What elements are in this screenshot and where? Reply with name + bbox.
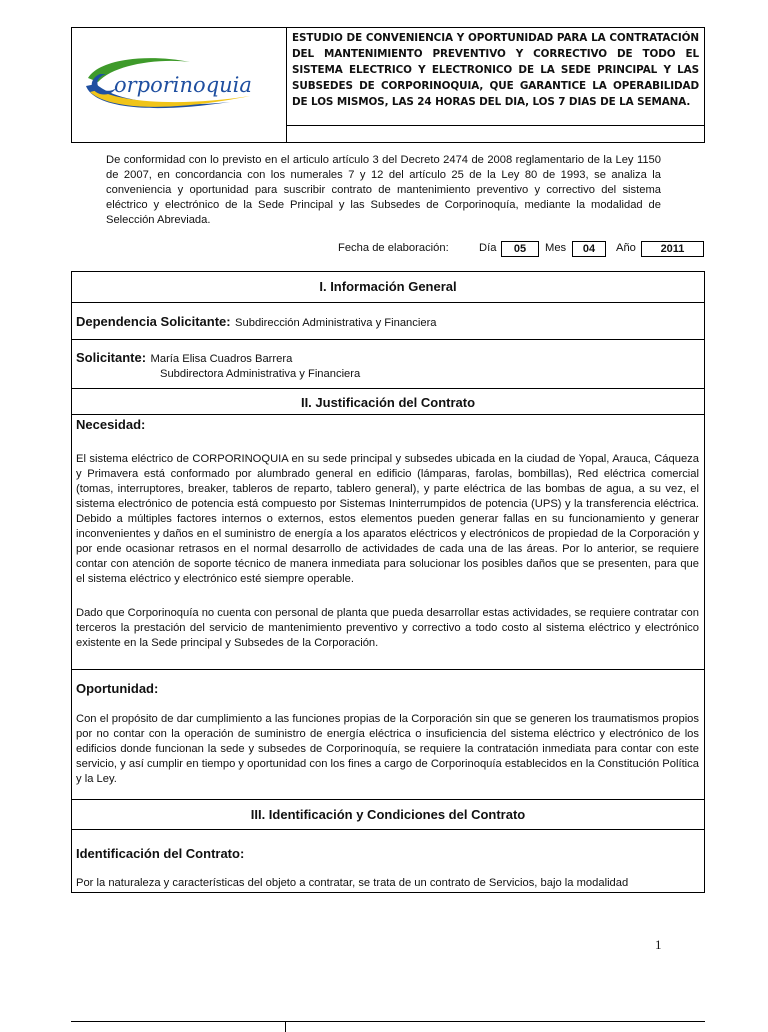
identificacion-cell — [72, 829, 704, 892]
identificacion-label: Identificación del Contrato: — [76, 846, 245, 861]
dependencia-value: Subdirección Administrativa y Financiera — [235, 317, 437, 329]
oportunidad-paragraph: Con el propósito de dar cumplimiento a las funciones propias de la Corporación sin que se generen los traumatismos propios por no contar con la operación de suministro de energía eléctrica o insuficiencia del sistema eléctrico y electrónico de los edificios donde funcionan la sede y subsedes de Corporinoquía, se requiere la contratación inmediata para contar con este servicio, y así cumplir en tiempo y oportunidad con los fines a cargo de Corporinoquía establecidos en la Constitución Política y la Ley. — [76, 713, 699, 785]
document-header-table — [71, 27, 705, 143]
header-empty-cell — [287, 125, 704, 143]
document-title: ESTUDIO DE CONVENIENCIA Y OPORTUNIDAD PARA LA CONTRATACIÓN DEL MANTENIMIENTO PREVENTIVO Y CORRECTIVO DE TODO EL SISTEMA ELECTRICO Y ELECTRONICO DE LA SEDE PRINCIPAL Y LAS SUBSEDES DE CORPORINOQUIA, QUE GARANTICE LA OPERABILIDAD DE LOS MISMOS, LAS 24 HORAS DEL DIA, LOS 7 DIAS DE LA SEMANA. — [292, 32, 699, 108]
mes-label: Mes — [545, 242, 567, 254]
logo-cell — [72, 28, 287, 142]
dia-value: 05 — [501, 241, 539, 257]
solicitante-role: Subdirectora Administrativa y Financiera — [160, 368, 361, 380]
dependencia-label: Dependencia Solicitante: — [76, 314, 231, 329]
identificacion-paragraph: Por la naturaleza y características del objeto a contratar, se trata de un contrato de Servicios, bajo la modalidad — [76, 877, 629, 889]
section-informacion-general: I. Información General — [319, 279, 457, 294]
anio-value: 2011 — [641, 241, 704, 257]
necesidad-paragraph-2: Dado que Corporinoquía no cuenta con personal de planta que pueda desarrollar estas actividades, se requiere contratar con terceros la prestación del servicio de mantenimiento preventivo y correctivo a todo costo al sistema eléctrico y electrónico existente en la Sede principal y Subsedes de la Corporación. — [76, 607, 699, 649]
oportunidad-cell — [72, 669, 704, 799]
content-table — [71, 271, 705, 893]
dependencia-row — [72, 302, 704, 339]
page-number: 1 — [655, 937, 662, 952]
solicitante-row — [72, 339, 704, 388]
anio-label: Año — [616, 242, 636, 254]
necesidad-paragraph-1: El sistema eléctrico de CORPORINOQUIA en su sede principal y subsedes ubicada en la ciudad de Yopal, Arauca, Cáqueza y Primavera está conformado por alumbrado general en edificio (lámparas, farolas, bombillas), Red eléctrica comercial (tomas, interruptores, breaker, tableros de reparto, tablero general), y parte eléctrica de las bombas de agua, a su vez, el sistema electrónico de potencia está compuesto por Sistemas Ininterrumpidos de potencia (UPS) y la transferencia eléctrica. Debido a múltiples factores internos o externos, estos elementos pueden generar fallas en su funcionamiento y generar inconvenientes y daños en el suministro de energía a los aparatos eléctricos y electrónicos de propiedad de la Corporación y por ende ocasionar retrasos en el normal desarrollo de actividades de cada una de las áreas. Por lo anterior, se requiere contar con atención de soporte técnico de manera inmediata para solucionar los posibles daños que se presenten, para que el sistema eléctrico y electrónico esté siempre operable. — [76, 453, 699, 585]
next-page-header-edge — [71, 1021, 705, 1032]
corporinoquia-logo — [80, 52, 276, 118]
solicitante-label: Solicitante: — [76, 350, 147, 365]
fecha-label: Fecha de elaboración: — [338, 242, 449, 254]
intro-paragraph: De conformidad con lo previsto en el articulo artículo 3 del Decreto 2474 de 2008 reglamentario de la Ley 1150 de 2007, en concordancia con los numerales 7 y 12 del artículo 25 de la Ley 80 de 1993, se analiza la conveniencia y oportunidad para suscribir contrato de mantenimiento preventivo y correctivo del sistema eléctrico y electrónico de la Sede Principal y las Subsedes de Corporinoquía, mediante la modalidad de Selección Abreviada. — [106, 154, 661, 226]
section-justificacion: II. Justificación del Contrato — [72, 388, 704, 414]
oportunidad-label: Oportunidad: — [76, 681, 159, 696]
necesidad-cell — [72, 414, 704, 669]
section-identificacion: III. Identificación y Condiciones del Contrato — [72, 799, 704, 829]
svg-text:orporinoquia: orporinoquia — [114, 73, 252, 97]
dia-label: Día — [479, 242, 497, 254]
necesidad-label: Necesidad: — [76, 417, 146, 432]
mes-value: 04 — [572, 241, 606, 257]
solicitante-name: María Elisa Cuadros Barrera — [150, 353, 293, 365]
